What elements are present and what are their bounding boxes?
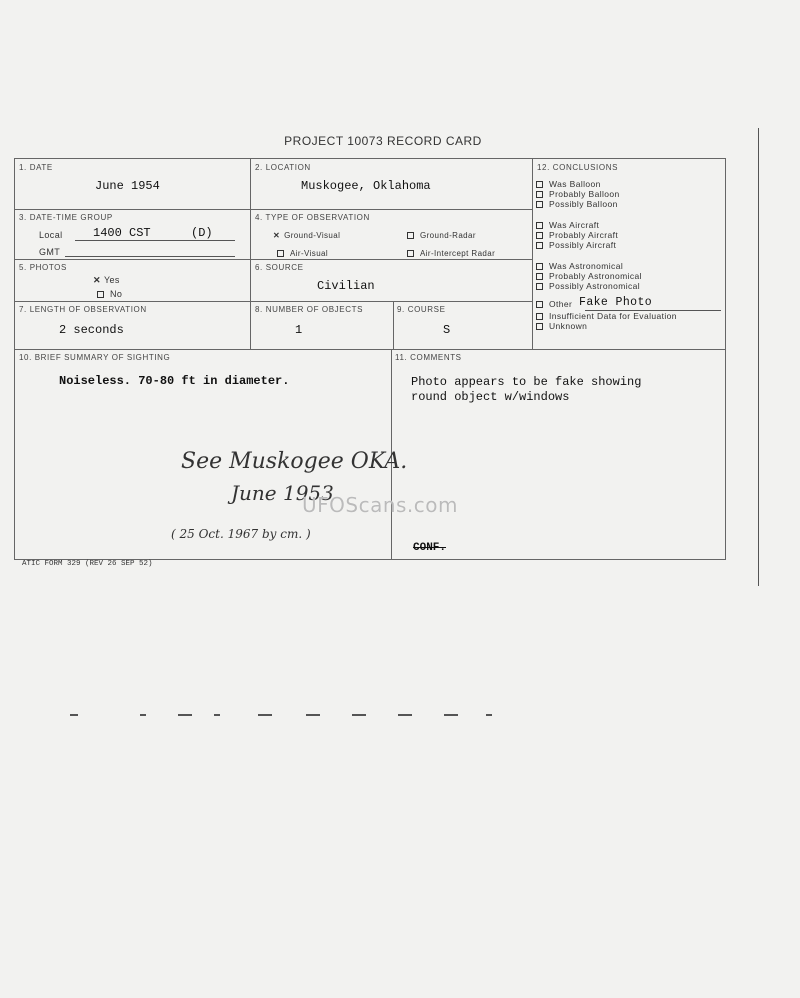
source-label: 6. SOURCE — [255, 263, 304, 272]
handwritten-note-line-3: ( 25 Oct. 1967 by cm. ) — [171, 527, 311, 541]
x-mark-icon: ✕ — [273, 231, 281, 240]
air-visual-option[interactable]: Air-Visual — [277, 249, 328, 258]
x-mark-icon: ✕ — [93, 275, 101, 285]
ground-radar-option[interactable]: Ground-Radar — [407, 231, 476, 240]
location-value: Muskogee, Oklahoma — [301, 179, 431, 193]
card-title: PROJECT 10073 RECORD CARD — [284, 134, 482, 148]
conclusions-list — [536, 179, 620, 209]
local-time-suffix: (D) — [191, 226, 213, 240]
checkbox-icon — [407, 250, 414, 257]
length-value: 2 seconds — [59, 323, 124, 337]
photos-label: 5. PHOTOS — [19, 263, 67, 272]
source-value: Civilian — [317, 279, 375, 293]
num-objects-value: 1 — [295, 323, 303, 337]
comments-line-1: Photo appears to be fake showing — [411, 375, 642, 389]
location-label: 2. LOCATION — [255, 163, 311, 172]
checkbox-icon — [536, 191, 543, 198]
course-label: 9. COURSE — [397, 305, 446, 314]
checkbox-icon — [536, 242, 543, 249]
gmt-label: GMT — [39, 247, 61, 257]
ground-visual-option[interactable]: ✕ Ground-Visual — [273, 231, 341, 240]
local-time-value: 1400 CST — [93, 226, 151, 240]
checkbox-icon — [536, 283, 543, 290]
conclusion-item[interactable]: Insufficient Data for Evaluation — [536, 311, 677, 321]
handwritten-note-line-1: See Muskogee OKA. — [181, 449, 408, 474]
conclusion-item[interactable]: Possibly Aircraft — [536, 240, 618, 250]
conclusion-item[interactable]: Probably Astronomical — [536, 271, 642, 281]
conclusions-other — [536, 296, 677, 331]
conclusion-item[interactable]: Probably Balloon — [536, 189, 620, 199]
form-footer: ATIC FORM 329 (REV 26 SEP 52) — [22, 560, 153, 568]
checkbox-icon — [536, 313, 543, 320]
checkbox-icon — [407, 232, 414, 239]
checkbox-icon — [97, 291, 104, 298]
course-value: S — [443, 323, 451, 337]
checkbox-icon — [536, 181, 543, 188]
summary-label: 10. BRIEF SUMMARY OF SIGHTING — [19, 353, 171, 362]
summary-value: Noiseless. 70-80 ft in diameter. — [59, 374, 290, 388]
type-of-observation-label: 4. TYPE OF OBSERVATION — [255, 213, 370, 222]
conclusion-item[interactable]: Possibly Balloon — [536, 199, 620, 209]
watermark: UFOScans.com — [302, 493, 458, 517]
date-time-group-label: 3. DATE-TIME GROUP — [19, 213, 113, 222]
conclusions-list — [536, 220, 618, 250]
date-value: June 1954 — [95, 179, 160, 193]
checkbox-icon — [536, 201, 543, 208]
num-objects-label: 8. NUMBER OF OBJECTS — [255, 305, 364, 314]
checkbox-icon — [536, 232, 543, 239]
local-label: Local — [39, 230, 63, 240]
air-intercept-radar-option[interactable]: Air-Intercept Radar — [407, 249, 495, 258]
other-value: Fake Photo — [579, 296, 653, 309]
comments-label: 11. COMMENTS — [395, 353, 462, 362]
conclusion-item[interactable]: Probably Aircraft — [536, 230, 618, 240]
conclusion-other-item[interactable]: Other Fake Photo — [536, 299, 677, 311]
checkbox-icon — [277, 250, 284, 257]
photos-no-option[interactable]: No — [97, 289, 122, 299]
checkbox-icon — [536, 222, 543, 229]
checkbox-icon — [536, 273, 543, 280]
conclusions-label: 12. CONCLUSIONS — [537, 163, 619, 172]
comments-line-2: round object w/windows — [411, 390, 570, 404]
conclusion-item[interactable]: Possibly Astronomical — [536, 281, 642, 291]
date-label: 1. DATE — [19, 163, 53, 172]
checkbox-icon — [536, 263, 543, 270]
record-card — [8, 128, 759, 586]
conclusion-item[interactable]: Unknown — [536, 321, 677, 331]
handwritten-note-line-2: June 1953 — [231, 481, 334, 505]
conclusion-item[interactable]: Was Aircraft — [536, 220, 618, 230]
photos-yes-option[interactable]: ✕ Yes — [93, 275, 120, 285]
struck-classification: CONF. — [413, 542, 447, 554]
checkbox-icon — [536, 301, 543, 308]
conclusions-list — [536, 261, 642, 291]
checkbox-icon — [536, 323, 543, 330]
conclusion-item[interactable]: Was Astronomical — [536, 261, 642, 271]
length-label: 7. LENGTH OF OBSERVATION — [19, 305, 147, 314]
conclusion-item[interactable]: Was Balloon — [536, 179, 620, 189]
